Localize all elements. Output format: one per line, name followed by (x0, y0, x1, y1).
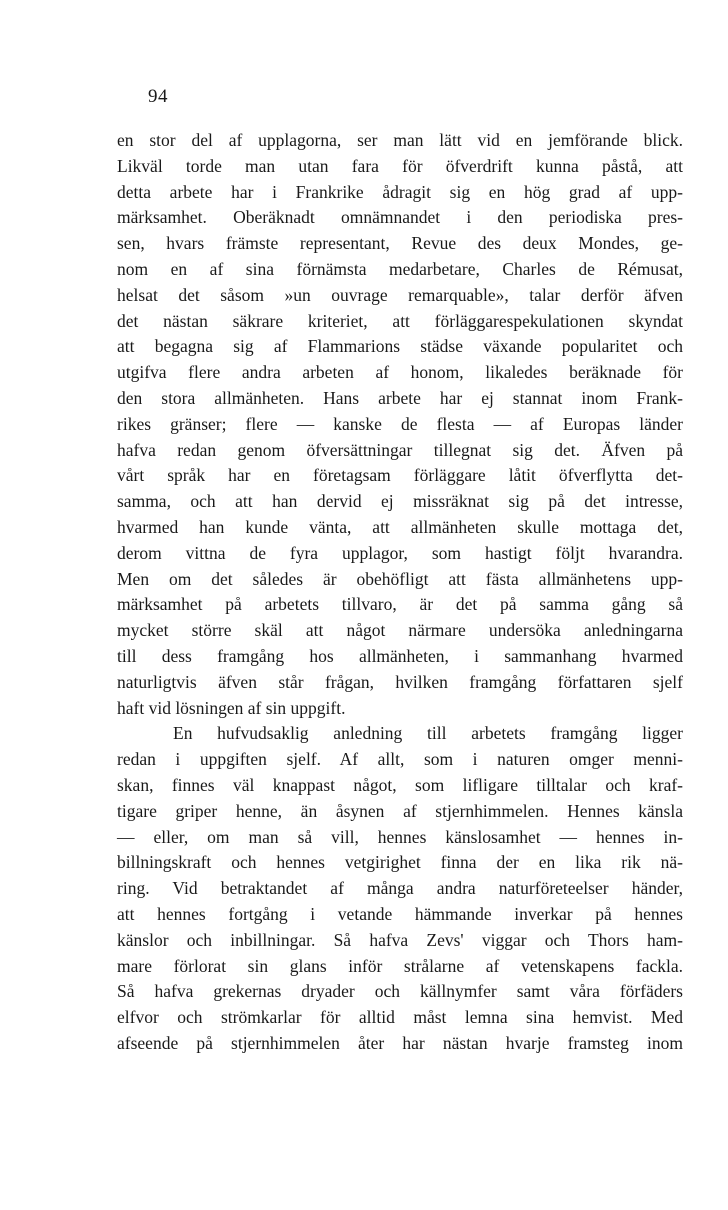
text-line: att begagna sig af Flammarions städse växande popularitet och (117, 336, 683, 357)
text-line: till dess framgång hos allmänheten, i sammanhang hvarmed (117, 645, 683, 666)
text-line: — eller, om man så vill, hennes känslosamhet — hennes in- (117, 826, 683, 847)
text-line: billningskraft och hennes vetgirighet finna der en lika rik nä- (117, 852, 683, 873)
text-line: vårt språk har en företagsam förläggare låtit öfverflytta det- (117, 465, 683, 486)
text-line: mycket större skäl att något närmare undersöka anledningarna (117, 620, 683, 641)
text-line: sen, hvars främste representant, Revue des deux Mondes, ge- (117, 233, 683, 254)
text-line: den stora allmänheten. Hans arbete har ej stannat inom Frank- (117, 387, 683, 408)
text-line: Så hafva grekernas dryader och källnymfer samt våra förfäders (117, 981, 683, 1002)
text-line: Likväl torde man utan fara för öfverdrift kunna påstå, att (117, 155, 683, 176)
text-line: känslor och inbillningar. Så hafva Zevs' viggar och Thors ham- (117, 929, 683, 950)
text-line: tigare griper henne, än åsynen af stjernhimmelen. Hennes känsla (117, 800, 683, 821)
text-line: utgifva flere andra arbeten af honom, likaledes beräknade för (117, 362, 683, 383)
text-line: redan i uppgiften sjelf. Af allt, som i naturen omger menni- (117, 749, 683, 770)
text-line: Men om det således är obehöfligt att fästa allmänhetens upp- (117, 568, 683, 589)
text-line: derom vittna de fyra upplagor, som hastigt följt hvarandra. (117, 542, 683, 563)
text-line: att hennes fortgång i vetande hämmande inverkar på hennes (117, 903, 683, 924)
text-line: hvarmed han kunde vänta, att allmänheten skulle mottaga det, (117, 516, 683, 537)
text-line: hafva redan genom öfversättningar tillegnat sig det. Äfven på (117, 439, 683, 460)
text-line: afseende på stjernhimmelen åter har nästan hvarje framsteg inom (117, 1032, 683, 1053)
text-line: haft vid lösningen af sin uppgift. (117, 697, 346, 718)
text-line: en stor del af upplagorna, ser man lätt vid en jemförande blick. (117, 130, 683, 150)
text-line: mare förlorat sin glans inför strålarne af vetenskapens fackla. (117, 955, 683, 976)
text-line: En hufvudsaklig anledning till arbetets framgång ligger (173, 723, 683, 744)
text-line: märksamhet. Oberäknadt omnämnandet i den periodiska pres- (117, 207, 683, 228)
body-text (117, 128, 683, 1057)
text-line: rikes gränser; flere — kanske de flesta — af Europas länder (117, 413, 683, 434)
text-line: naturligtvis äfven står frågan, hvilken framgång författaren sjelf (117, 671, 683, 692)
text-line: elfvor och strömkarlar för alltid måst lemna sina hemvist. Med (117, 1007, 683, 1028)
text-line: ring. Vid betraktandet af många andra naturföreteelser händer, (117, 878, 683, 899)
text-line: samma, och att han dervid ej missräknat sig på det intresse, (117, 491, 683, 512)
page-number: 94 (148, 86, 168, 107)
text-line: det nästan säkrare kriteriet, att förläggarespekulationen skyndat (117, 310, 683, 331)
text-line: detta arbete har i Frankrike ådragit sig en hög grad af upp- (117, 181, 683, 202)
text-line: märksamhet på arbetets tillvaro, är det på samma gång så (117, 594, 683, 615)
text-line: skan, finnes väl knappast något, som lifligare tilltalar och kraf- (117, 774, 683, 795)
text-line: nom en af sina förnämsta medarbetare, Charles de Rémusat, (117, 258, 683, 279)
text-line: helsat det såsom »un ouvrage remarquable», talar derför äfven (117, 284, 683, 305)
